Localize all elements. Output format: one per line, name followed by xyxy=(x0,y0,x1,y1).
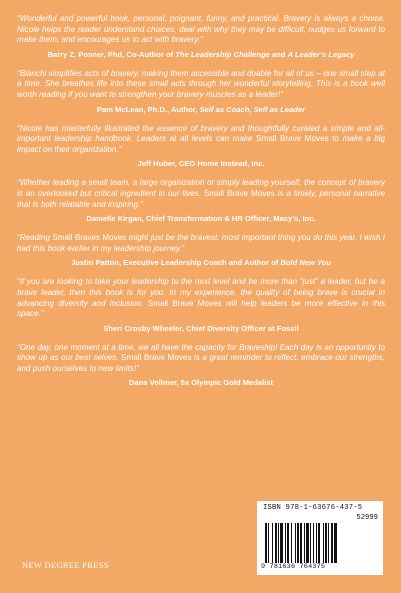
testimonial-author xyxy=(17,105,385,115)
barcode-bar xyxy=(272,523,273,563)
barcode-bar xyxy=(323,523,324,563)
testimonial-author: Sheri Crosby Wheeler, Chief Diversity Officer at Fossil xyxy=(103,323,299,333)
testimonial-author xyxy=(17,50,385,60)
book-title: The Leadership Challenge xyxy=(175,49,270,59)
testimonial-author: Jeff Huber, CEO Home Instead, Inc. xyxy=(137,159,265,169)
book-title: Small Brave Moves xyxy=(256,134,329,144)
barcode-bar xyxy=(331,523,333,563)
barcode-bar xyxy=(285,523,286,563)
barcode-bar xyxy=(316,523,317,563)
publisher-name: NEW DEGREE PRESS xyxy=(22,560,109,570)
testimonial-4 xyxy=(17,178,385,224)
quote-part: “Reading xyxy=(17,233,53,243)
barcode-bar xyxy=(295,523,296,563)
back-cover-content xyxy=(17,14,385,397)
book-title: Small Brave Moves xyxy=(147,298,222,308)
quote-part: will help leaders be more effective in this space.” xyxy=(17,298,385,319)
barcode-bar xyxy=(265,523,267,563)
barcode-bar xyxy=(318,523,320,563)
testimonial-text xyxy=(17,277,385,319)
book-title: A Leader’s Legacy xyxy=(287,49,355,59)
author-name: Justin Patton, Executive Leadership Coach and Author of xyxy=(70,258,281,268)
barcode-bar xyxy=(325,523,327,563)
author-name: Pam McLean, Ph.D., Author, xyxy=(96,104,200,114)
barcode-bar xyxy=(287,523,289,563)
testimonial-5 xyxy=(17,233,385,268)
testimonial-3 xyxy=(17,124,385,170)
quote-part: “Nicole has masterfully illustrated the essence of bravery and thoughtfully curated a simple and all-important leadership handbook. Leaders at all levels can make xyxy=(17,123,385,144)
isbn-barcode xyxy=(257,501,383,575)
testimonial-text: “Bianchi simplifies acts of bravery, making them accessible and doable for all of us – one small step at a time. She breathes life into these small acts through her wonderful storytelling. This is a book well worth reading if you want to strengthen your bravery muscles as a leader!” xyxy=(17,68,385,99)
testimonial-text xyxy=(17,233,385,254)
quote-part: is a great reminder to reflect, embrace our strengths, and push ourselves to new limits!” xyxy=(17,353,386,373)
testimonial-text: “Wonderful and powerful book, personal, poignant, funny, and practical. Bravery is always a choice. Nicole helps the reader understand choices, deal with why they may be difficult, nudges us forward to make them, and encourages us to act with bravery.” xyxy=(17,14,385,45)
testimonial-2 xyxy=(17,69,385,115)
barcode-bar xyxy=(306,523,309,563)
testimonial-text xyxy=(17,124,385,156)
barcode-bar xyxy=(278,523,279,563)
barcode-bar xyxy=(268,523,269,563)
quote-part: “Whether leading a small team, a large organization or simply leading yourself, the concept of bravery is an overlooked but critical ingredient in our lives. xyxy=(17,178,385,198)
testimonial-author: Danielle Kirgan, Chief Transformation & HR Officer, Macy’s, Inc. xyxy=(86,214,316,224)
author-separator: and xyxy=(269,49,288,59)
book-title: Self as Coach xyxy=(199,104,250,114)
barcode-bar xyxy=(300,523,302,563)
testimonial-author: Dana Vollmer, 5x Olympic Gold Medalist xyxy=(128,378,274,388)
book-title: Small Braves Moves xyxy=(52,233,127,243)
quote-part: to make a big impact on their organization.” xyxy=(17,134,386,154)
testimonial-6 xyxy=(17,277,385,333)
quote-part: “If you are looking to take your leadership to the next level and be more than “just” a leader, but be a brave leader, then this book is for you. In my experience, the quality of being brave is crucial in advancing diversity and inclusion. xyxy=(17,277,385,308)
book-title: Self as Leader xyxy=(253,104,306,114)
barcode-bar xyxy=(334,523,337,563)
barcode-bar xyxy=(291,523,292,563)
barcode-bar xyxy=(275,523,277,563)
barcode-bar xyxy=(280,523,283,563)
barcode-bar xyxy=(297,523,299,563)
author-separator: , xyxy=(249,104,254,114)
testimonial-7 xyxy=(17,343,385,389)
testimonial-text xyxy=(17,343,385,375)
author-name: Barry Z. Posner, Phd, Co-Author of xyxy=(47,49,176,59)
price-code: 52999 xyxy=(356,514,378,522)
barcode-bar xyxy=(313,523,314,563)
barcode-digits: 9 781636 764375 xyxy=(261,563,326,571)
testimonial-author xyxy=(17,258,385,268)
quote-part: “One day, one moment at a time, we all have the capacity for Braveship! Each day is an opportunity to show up as our best selves. xyxy=(17,342,385,363)
book-title: Bold New You xyxy=(280,258,332,268)
quote-part: might just be the bravest, most important thing you do this year. I wish I had this book earlier in my leadership journey.” xyxy=(17,233,385,253)
testimonial-text xyxy=(17,178,385,210)
book-title: Small Brave Moves xyxy=(203,188,275,198)
isbn-number: ISBN 978-1-63676-437-5 xyxy=(263,504,363,512)
testimonial-1 xyxy=(17,14,385,60)
barcode-bars xyxy=(265,523,377,563)
barcode-bar xyxy=(310,523,311,563)
book-title: Small Brave Moves xyxy=(121,353,192,363)
quote-part: is a timely, personal narrative that is both relatable and inspiring.” xyxy=(17,188,385,209)
barcode-bar xyxy=(304,523,305,563)
barcode-bar xyxy=(328,523,329,563)
